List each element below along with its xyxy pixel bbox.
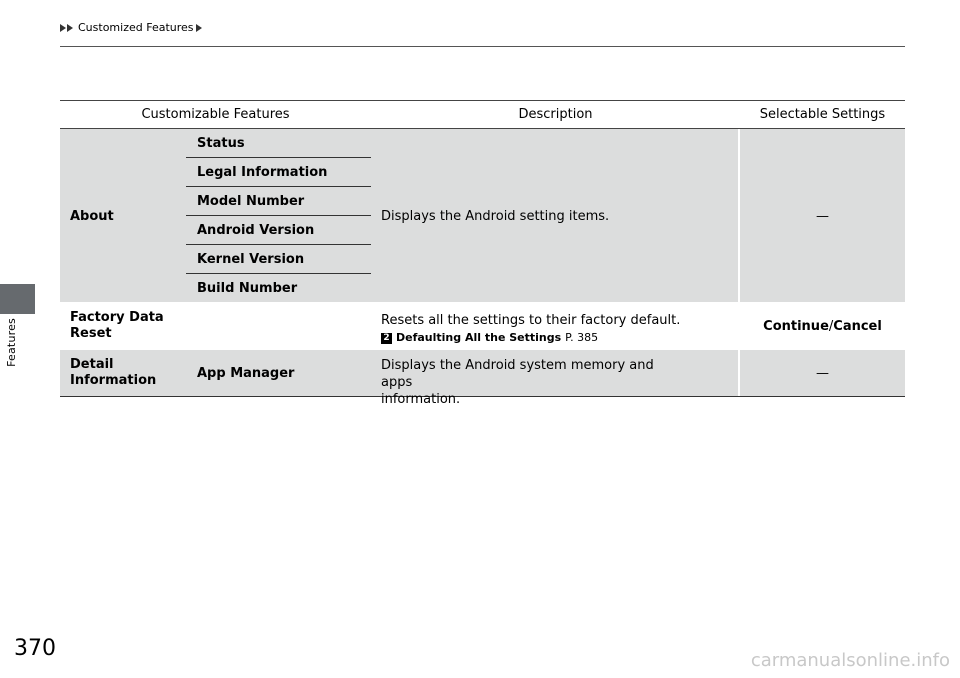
header-rule bbox=[60, 46, 905, 47]
subitem-legal-information: Legal Information bbox=[186, 158, 371, 187]
subitem-status: Status bbox=[186, 129, 371, 158]
detail-setting: — bbox=[816, 366, 829, 381]
reference-page: P. 385 bbox=[565, 331, 599, 344]
header-customizable-features: Customizable Features bbox=[141, 107, 290, 122]
reference-title[interactable]: Defaulting All the Settings bbox=[396, 331, 562, 344]
factory-description bbox=[381, 313, 680, 346]
table-header bbox=[60, 100, 905, 129]
cross-reference[interactable] bbox=[381, 330, 680, 346]
detail-description bbox=[381, 357, 681, 408]
table-row-detail-information bbox=[60, 350, 905, 407]
feature-factory-data-reset bbox=[70, 310, 180, 342]
watermark: carmanualsonline.info bbox=[750, 650, 950, 671]
feature-about: About bbox=[70, 208, 114, 224]
header-description: Description bbox=[518, 107, 593, 122]
about-setting: — bbox=[816, 208, 829, 224]
factory-description-text: Resets all the settings to their factory default. bbox=[381, 313, 681, 328]
breadcrumb-arrow-icon bbox=[196, 24, 202, 32]
table-row-factory-data-reset bbox=[60, 303, 905, 350]
detail-description-line2: information. bbox=[381, 392, 461, 407]
subitem-build-number: Build Number bbox=[197, 281, 298, 296]
section-label: Features bbox=[5, 318, 18, 367]
detail-label-line1: Detail bbox=[70, 357, 114, 372]
breadcrumb bbox=[60, 21, 205, 34]
detail-label-line2: Information bbox=[70, 373, 157, 388]
setting-cancel: Cancel bbox=[833, 319, 882, 334]
detail-description-line1: Displays the Android system memory and apps bbox=[381, 358, 654, 390]
section-tab bbox=[0, 284, 35, 314]
about-description: Displays the Android setting items. bbox=[381, 208, 610, 224]
subitem-android-version: Android Version bbox=[186, 216, 371, 245]
reference-arrow-icon: 2 bbox=[381, 333, 392, 344]
factory-setting bbox=[740, 303, 905, 350]
factory-label-line1: Factory Data bbox=[70, 310, 164, 325]
header-selectable-settings: Selectable Settings bbox=[759, 107, 886, 122]
settings-table bbox=[60, 100, 905, 407]
subitem-model-number: Model Number bbox=[186, 187, 371, 216]
about-subitems bbox=[186, 129, 371, 303]
breadcrumb-link[interactable]: Customized Features bbox=[78, 21, 194, 34]
breadcrumb-arrows-icon bbox=[60, 24, 73, 32]
subitem-app-manager: App Manager bbox=[197, 366, 295, 381]
setting-separator: / bbox=[828, 319, 834, 334]
setting-continue: Continue bbox=[763, 319, 829, 334]
feature-detail-information bbox=[70, 357, 180, 389]
page-number: 370 bbox=[14, 636, 56, 661]
subitem-kernel-version: Kernel Version bbox=[186, 245, 371, 274]
table-row-about bbox=[60, 129, 905, 303]
factory-label-line2: Reset bbox=[70, 326, 112, 341]
